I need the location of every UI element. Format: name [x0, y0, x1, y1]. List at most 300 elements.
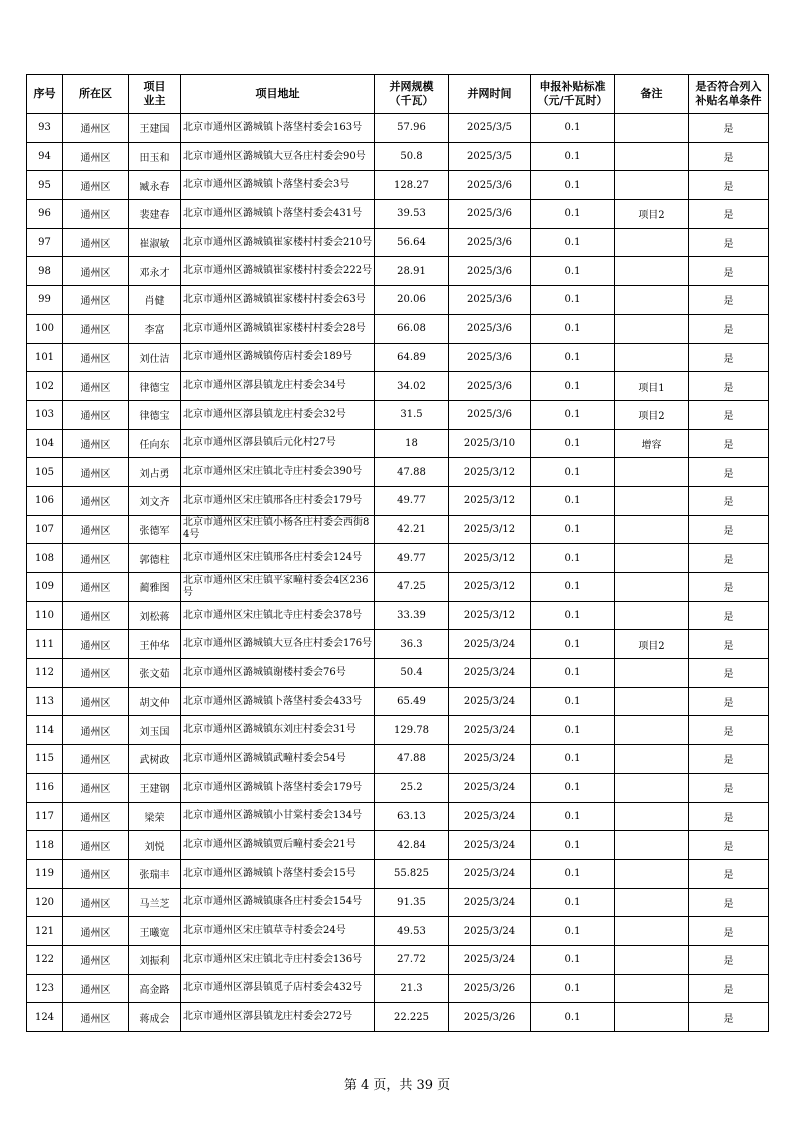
- cell-owner: 张瑞丰: [129, 859, 181, 888]
- cell-date: 2025/3/6: [449, 171, 531, 200]
- cell-district: 通州区: [63, 745, 129, 774]
- cell-capacity: 50.4: [375, 659, 449, 688]
- cell-address: 北京市通州区潞城镇侉店村委会189号: [181, 343, 375, 372]
- cell-remark: [615, 888, 689, 917]
- cell-seq: 102: [27, 372, 63, 401]
- cell-seq: 110: [27, 601, 63, 630]
- cell-remark: [615, 515, 689, 544]
- cell-date: 2025/3/6: [449, 286, 531, 315]
- cell-subsidy-rate: 0.1: [531, 257, 615, 286]
- cell-capacity: 63.13: [375, 802, 449, 831]
- cell-date: 2025/3/12: [449, 601, 531, 630]
- cell-owner: 王建钢: [129, 773, 181, 802]
- table-row: [27, 228, 769, 257]
- cell-address: 北京市通州区潞城镇卜落垡村委会433号: [181, 687, 375, 716]
- cell-date: 2025/3/24: [449, 859, 531, 888]
- cell-subsidy-rate: 0.1: [531, 687, 615, 716]
- cell-seq: 99: [27, 286, 63, 315]
- cell-owner: 律德宝: [129, 372, 181, 401]
- cell-capacity: 49.77: [375, 544, 449, 573]
- cell-date: 2025/3/24: [449, 745, 531, 774]
- cell-date: 2025/3/24: [449, 687, 531, 716]
- cell-subsidy-rate: 0.1: [531, 888, 615, 917]
- cell-remark: 项目1: [615, 372, 689, 401]
- cell-date: 2025/3/12: [449, 515, 531, 544]
- cell-owner: 刘悦: [129, 831, 181, 860]
- cell-eligible: 是: [689, 286, 769, 315]
- cell-capacity: 20.06: [375, 286, 449, 315]
- cell-date: 2025/3/24: [449, 630, 531, 659]
- cell-district: 通州区: [63, 257, 129, 286]
- cell-owner: 裴建春: [129, 200, 181, 229]
- cell-date: 2025/3/26: [449, 974, 531, 1003]
- cell-subsidy-rate: 0.1: [531, 716, 615, 745]
- cell-capacity: 64.89: [375, 343, 449, 372]
- cell-subsidy-rate: 0.1: [531, 1003, 615, 1032]
- cell-owner: 田玉和: [129, 142, 181, 171]
- cell-address: 北京市通州区潞城镇卜落垡村委会3号: [181, 171, 375, 200]
- cell-subsidy-rate: 0.1: [531, 286, 615, 315]
- cell-address: 北京市通州区潞城镇康各庄村委会154号: [181, 888, 375, 917]
- cell-seq: 93: [27, 114, 63, 143]
- cell-owner: 武树政: [129, 745, 181, 774]
- table-row: [27, 917, 769, 946]
- cell-remark: [615, 343, 689, 372]
- cell-address: 北京市通州区宋庄镇邢各庄村委会124号: [181, 544, 375, 573]
- cell-remark: [615, 745, 689, 774]
- cell-subsidy-rate: 0.1: [531, 544, 615, 573]
- cell-subsidy-rate: 0.1: [531, 486, 615, 515]
- cell-address: 北京市通州区宋庄镇北寺庄村委会390号: [181, 458, 375, 487]
- cell-district: 通州区: [63, 716, 129, 745]
- cell-district: 通州区: [63, 544, 129, 573]
- cell-date: 2025/3/24: [449, 888, 531, 917]
- header-col-owner: 项目 业主: [129, 75, 181, 114]
- cell-subsidy-rate: 0.1: [531, 372, 615, 401]
- cell-seq: 112: [27, 659, 63, 688]
- cell-address: 北京市通州区宋庄镇北寺庄村委会136号: [181, 945, 375, 974]
- cell-owner: 刘松蒋: [129, 601, 181, 630]
- cell-capacity: 49.53: [375, 917, 449, 946]
- cell-subsidy-rate: 0.1: [531, 314, 615, 343]
- cell-remark: [615, 659, 689, 688]
- cell-district: 通州区: [63, 171, 129, 200]
- cell-subsidy-rate: 0.1: [531, 630, 615, 659]
- header-col-eligible: 是否符合列入 补贴名单条件: [689, 75, 769, 114]
- cell-seq: 96: [27, 200, 63, 229]
- table-row: [27, 773, 769, 802]
- cell-subsidy-rate: 0.1: [531, 659, 615, 688]
- cell-address: 北京市通州区潞城镇大豆各庄村委会176号: [181, 630, 375, 659]
- cell-capacity: 42.84: [375, 831, 449, 860]
- cell-date: 2025/3/12: [449, 573, 531, 602]
- cell-eligible: 是: [689, 171, 769, 200]
- cell-eligible: 是: [689, 945, 769, 974]
- header-col-capacity: 并网规模 （千瓦）: [375, 75, 449, 114]
- cell-address: 北京市通州区潞城镇贾后疃村委会21号: [181, 831, 375, 860]
- cell-seq: 119: [27, 859, 63, 888]
- cell-owner: 张德军: [129, 515, 181, 544]
- cell-district: 通州区: [63, 630, 129, 659]
- cell-date: 2025/3/12: [449, 544, 531, 573]
- cell-capacity: 128.27: [375, 171, 449, 200]
- table-row: [27, 831, 769, 860]
- cell-capacity: 50.8: [375, 142, 449, 171]
- cell-district: 通州区: [63, 286, 129, 315]
- table-row: [27, 945, 769, 974]
- cell-address: 北京市通州区漷县镇后元化村27号: [181, 429, 375, 458]
- cell-address: 北京市通州区漷县镇龙庄村委会32号: [181, 400, 375, 429]
- cell-capacity: 129.78: [375, 716, 449, 745]
- cell-subsidy-rate: 0.1: [531, 114, 615, 143]
- cell-remark: [615, 228, 689, 257]
- cell-seq: 116: [27, 773, 63, 802]
- cell-district: 通州区: [63, 314, 129, 343]
- cell-address: 北京市通州区宋庄镇平家疃村委会4区236号: [181, 573, 375, 602]
- cell-district: 通州区: [63, 114, 129, 143]
- header-col-remark: 备注: [615, 75, 689, 114]
- cell-district: 通州区: [63, 974, 129, 1003]
- cell-address: 北京市通州区宋庄镇草寺村委会24号: [181, 917, 375, 946]
- cell-eligible: 是: [689, 745, 769, 774]
- cell-owner: 高金路: [129, 974, 181, 1003]
- table-row: [27, 142, 769, 171]
- table-row: [27, 286, 769, 315]
- cell-address: 北京市通州区潞城镇大豆各庄村委会90号: [181, 142, 375, 171]
- cell-subsidy-rate: 0.1: [531, 171, 615, 200]
- cell-eligible: 是: [689, 515, 769, 544]
- cell-subsidy-rate: 0.1: [531, 515, 615, 544]
- cell-district: 通州区: [63, 458, 129, 487]
- cell-district: 通州区: [63, 773, 129, 802]
- cell-eligible: 是: [689, 114, 769, 143]
- cell-address: 北京市通州区宋庄镇小杨各庄村委会西街84号: [181, 515, 375, 544]
- cell-eligible: 是: [689, 142, 769, 171]
- cell-date: 2025/3/12: [449, 486, 531, 515]
- cell-address: 北京市通州区宋庄镇邢各庄村委会179号: [181, 486, 375, 515]
- cell-date: 2025/3/6: [449, 314, 531, 343]
- cell-date: 2025/3/6: [449, 228, 531, 257]
- table-row: [27, 974, 769, 1003]
- cell-district: 通州区: [63, 486, 129, 515]
- cell-seq: 120: [27, 888, 63, 917]
- cell-capacity: 56.64: [375, 228, 449, 257]
- table-row: [27, 343, 769, 372]
- cell-subsidy-rate: 0.1: [531, 945, 615, 974]
- cell-address: 北京市通州区潞城镇崔家楼村村委会63号: [181, 286, 375, 315]
- cell-date: 2025/3/10: [449, 429, 531, 458]
- cell-subsidy-rate: 0.1: [531, 773, 615, 802]
- cell-subsidy-rate: 0.1: [531, 400, 615, 429]
- header-col-seq: 序号: [27, 75, 63, 114]
- header-col-date: 并网时间: [449, 75, 531, 114]
- cell-eligible: 是: [689, 888, 769, 917]
- cell-address: 北京市通州区漷县镇觅子店村委会432号: [181, 974, 375, 1003]
- cell-seq: 111: [27, 630, 63, 659]
- cell-remark: [615, 314, 689, 343]
- cell-district: 通州区: [63, 142, 129, 171]
- cell-owner: 王仲华: [129, 630, 181, 659]
- cell-owner: 刘占勇: [129, 458, 181, 487]
- cell-seq: 122: [27, 945, 63, 974]
- cell-owner: 刘振利: [129, 945, 181, 974]
- cell-capacity: 21.3: [375, 974, 449, 1003]
- table-header-row: [27, 75, 769, 114]
- cell-eligible: 是: [689, 200, 769, 229]
- cell-address: 北京市通州区潞城镇卜落垡村委会431号: [181, 200, 375, 229]
- cell-eligible: 是: [689, 257, 769, 286]
- cell-district: 通州区: [63, 515, 129, 544]
- cell-seq: 117: [27, 802, 63, 831]
- cell-district: 通州区: [63, 400, 129, 429]
- cell-subsidy-rate: 0.1: [531, 859, 615, 888]
- table-row: [27, 458, 769, 487]
- cell-remark: [615, 573, 689, 602]
- cell-remark: 项目2: [615, 630, 689, 659]
- cell-remark: [615, 114, 689, 143]
- cell-subsidy-rate: 0.1: [531, 142, 615, 171]
- table-row: [27, 888, 769, 917]
- cell-capacity: 27.72: [375, 945, 449, 974]
- cell-owner: 蔺雅图: [129, 573, 181, 602]
- cell-remark: [615, 601, 689, 630]
- cell-seq: 103: [27, 400, 63, 429]
- cell-owner: 蒋成会: [129, 1003, 181, 1032]
- table-row: [27, 515, 769, 544]
- page-footer: 第 4 页，共 39 页: [343, 1078, 451, 1093]
- table-row: [27, 573, 769, 602]
- cell-owner: 郭德柱: [129, 544, 181, 573]
- cell-subsidy-rate: 0.1: [531, 228, 615, 257]
- cell-remark: [615, 687, 689, 716]
- cell-owner: 马兰芝: [129, 888, 181, 917]
- cell-date: 2025/3/12: [449, 458, 531, 487]
- cell-capacity: 39.53: [375, 200, 449, 229]
- cell-capacity: 49.77: [375, 486, 449, 515]
- cell-capacity: 42.21: [375, 515, 449, 544]
- cell-seq: 105: [27, 458, 63, 487]
- cell-seq: 101: [27, 343, 63, 372]
- cell-capacity: 28.91: [375, 257, 449, 286]
- cell-district: 通州区: [63, 573, 129, 602]
- table-row: [27, 659, 769, 688]
- cell-seq: 115: [27, 745, 63, 774]
- cell-eligible: 是: [689, 831, 769, 860]
- cell-district: 通州区: [63, 601, 129, 630]
- cell-capacity: 25.2: [375, 773, 449, 802]
- cell-address: 北京市通州区潞城镇卜落垡村委会15号: [181, 859, 375, 888]
- table-row: [27, 114, 769, 143]
- cell-address: 北京市通州区潞城镇武疃村委会54号: [181, 745, 375, 774]
- cell-capacity: 55.825: [375, 859, 449, 888]
- cell-owner: 任向东: [129, 429, 181, 458]
- cell-capacity: 91.35: [375, 888, 449, 917]
- cell-subsidy-rate: 0.1: [531, 917, 615, 946]
- cell-eligible: 是: [689, 400, 769, 429]
- cell-capacity: 31.5: [375, 400, 449, 429]
- cell-eligible: 是: [689, 773, 769, 802]
- cell-owner: 刘仕洁: [129, 343, 181, 372]
- cell-district: 通州区: [63, 831, 129, 860]
- cell-address: 北京市通州区潞城镇崔家楼村村委会28号: [181, 314, 375, 343]
- cell-district: 通州区: [63, 945, 129, 974]
- cell-address: 北京市通州区漷县镇龙庄村委会272号: [181, 1003, 375, 1032]
- cell-remark: [615, 802, 689, 831]
- cell-district: 通州区: [63, 888, 129, 917]
- table-row: [27, 630, 769, 659]
- cell-date: 2025/3/6: [449, 372, 531, 401]
- cell-date: 2025/3/24: [449, 945, 531, 974]
- cell-subsidy-rate: 0.1: [531, 745, 615, 774]
- cell-seq: 114: [27, 716, 63, 745]
- cell-owner: 梁荣: [129, 802, 181, 831]
- cell-owner: 刘玉国: [129, 716, 181, 745]
- cell-district: 通州区: [63, 659, 129, 688]
- cell-capacity: 57.96: [375, 114, 449, 143]
- cell-seq: 98: [27, 257, 63, 286]
- cell-capacity: 33.39: [375, 601, 449, 630]
- cell-district: 通州区: [63, 429, 129, 458]
- cell-district: 通州区: [63, 372, 129, 401]
- cell-subsidy-rate: 0.1: [531, 458, 615, 487]
- cell-district: 通州区: [63, 802, 129, 831]
- cell-seq: 95: [27, 171, 63, 200]
- table-row: [27, 314, 769, 343]
- cell-district: 通州区: [63, 859, 129, 888]
- cell-remark: [615, 171, 689, 200]
- cell-owner: 崔淑敏: [129, 228, 181, 257]
- cell-address: 北京市通州区潞城镇卜落垡村委会163号: [181, 114, 375, 143]
- cell-seq: 97: [27, 228, 63, 257]
- cell-remark: [615, 544, 689, 573]
- cell-address: 北京市通州区潞城镇小甘棠村委会134号: [181, 802, 375, 831]
- cell-eligible: 是: [689, 314, 769, 343]
- cell-eligible: 是: [689, 716, 769, 745]
- cell-owner: 邓永才: [129, 257, 181, 286]
- cell-seq: 121: [27, 917, 63, 946]
- cell-seq: 106: [27, 486, 63, 515]
- cell-eligible: 是: [689, 486, 769, 515]
- cell-owner: 刘文齐: [129, 486, 181, 515]
- table-row: [27, 257, 769, 286]
- cell-remark: [615, 974, 689, 1003]
- cell-capacity: 66.08: [375, 314, 449, 343]
- cell-subsidy-rate: 0.1: [531, 343, 615, 372]
- cell-address: 北京市通州区潞城镇崔家楼村村委会210号: [181, 228, 375, 257]
- cell-remark: [615, 773, 689, 802]
- cell-capacity: 65.49: [375, 687, 449, 716]
- table-row: [27, 486, 769, 515]
- cell-seq: 100: [27, 314, 63, 343]
- cell-eligible: 是: [689, 544, 769, 573]
- cell-subsidy-rate: 0.1: [531, 802, 615, 831]
- cell-eligible: 是: [689, 630, 769, 659]
- cell-date: 2025/3/6: [449, 343, 531, 372]
- cell-owner: 王曦宽: [129, 917, 181, 946]
- table-row: [27, 745, 769, 774]
- cell-subsidy-rate: 0.1: [531, 429, 615, 458]
- cell-address: 北京市通州区潞城镇卜落垡村委会179号: [181, 773, 375, 802]
- table-row: [27, 1003, 769, 1032]
- cell-seq: 118: [27, 831, 63, 860]
- cell-remark: [615, 859, 689, 888]
- cell-remark: [615, 458, 689, 487]
- cell-capacity: 36.3: [375, 630, 449, 659]
- cell-eligible: 是: [689, 859, 769, 888]
- cell-date: 2025/3/6: [449, 257, 531, 286]
- cell-eligible: 是: [689, 573, 769, 602]
- table-row: [27, 200, 769, 229]
- cell-subsidy-rate: 0.1: [531, 200, 615, 229]
- cell-date: 2025/3/24: [449, 773, 531, 802]
- table-row: [27, 687, 769, 716]
- cell-eligible: 是: [689, 802, 769, 831]
- table-row: [27, 859, 769, 888]
- cell-remark: [615, 831, 689, 860]
- cell-address: 北京市通州区潞城镇东刘庄村委会31号: [181, 716, 375, 745]
- cell-remark: 项目2: [615, 400, 689, 429]
- cell-capacity: 22.225: [375, 1003, 449, 1032]
- cell-owner: 臧永春: [129, 171, 181, 200]
- table-row: [27, 400, 769, 429]
- cell-eligible: 是: [689, 343, 769, 372]
- cell-eligible: 是: [689, 372, 769, 401]
- cell-owner: 王建国: [129, 114, 181, 143]
- cell-subsidy-rate: 0.1: [531, 831, 615, 860]
- cell-owner: 胡文仲: [129, 687, 181, 716]
- cell-date: 2025/3/5: [449, 114, 531, 143]
- cell-address: 北京市通州区潞城镇崔家楼村村委会222号: [181, 257, 375, 286]
- cell-address: 北京市通州区漷县镇龙庄村委会34号: [181, 372, 375, 401]
- cell-date: 2025/3/24: [449, 917, 531, 946]
- cell-eligible: 是: [689, 974, 769, 1003]
- cell-capacity: 47.88: [375, 458, 449, 487]
- cell-remark: [615, 486, 689, 515]
- cell-subsidy-rate: 0.1: [531, 601, 615, 630]
- cell-remark: 项目2: [615, 200, 689, 229]
- cell-address: 北京市通州区潞城镇谢楼村委会76号: [181, 659, 375, 688]
- cell-subsidy-rate: 0.1: [531, 573, 615, 602]
- cell-seq: 104: [27, 429, 63, 458]
- cell-date: 2025/3/6: [449, 200, 531, 229]
- cell-remark: 增容: [615, 429, 689, 458]
- cell-owner: 律德宝: [129, 400, 181, 429]
- cell-seq: 123: [27, 974, 63, 1003]
- cell-owner: 李富: [129, 314, 181, 343]
- cell-remark: [615, 945, 689, 974]
- cell-capacity: 47.25: [375, 573, 449, 602]
- table-row: [27, 802, 769, 831]
- cell-seq: 124: [27, 1003, 63, 1032]
- cell-district: 通州区: [63, 343, 129, 372]
- cell-seq: 109: [27, 573, 63, 602]
- cell-date: 2025/3/6: [449, 400, 531, 429]
- cell-eligible: 是: [689, 687, 769, 716]
- cell-eligible: 是: [689, 458, 769, 487]
- cell-date: 2025/3/26: [449, 1003, 531, 1032]
- header-col-district: 所在区: [63, 75, 129, 114]
- cell-remark: [615, 257, 689, 286]
- cell-remark: [615, 1003, 689, 1032]
- cell-capacity: 47.88: [375, 745, 449, 774]
- cell-seq: 108: [27, 544, 63, 573]
- cell-remark: [615, 286, 689, 315]
- table-row: [27, 544, 769, 573]
- cell-eligible: 是: [689, 917, 769, 946]
- cell-eligible: 是: [689, 659, 769, 688]
- cell-seq: 107: [27, 515, 63, 544]
- cell-eligible: 是: [689, 228, 769, 257]
